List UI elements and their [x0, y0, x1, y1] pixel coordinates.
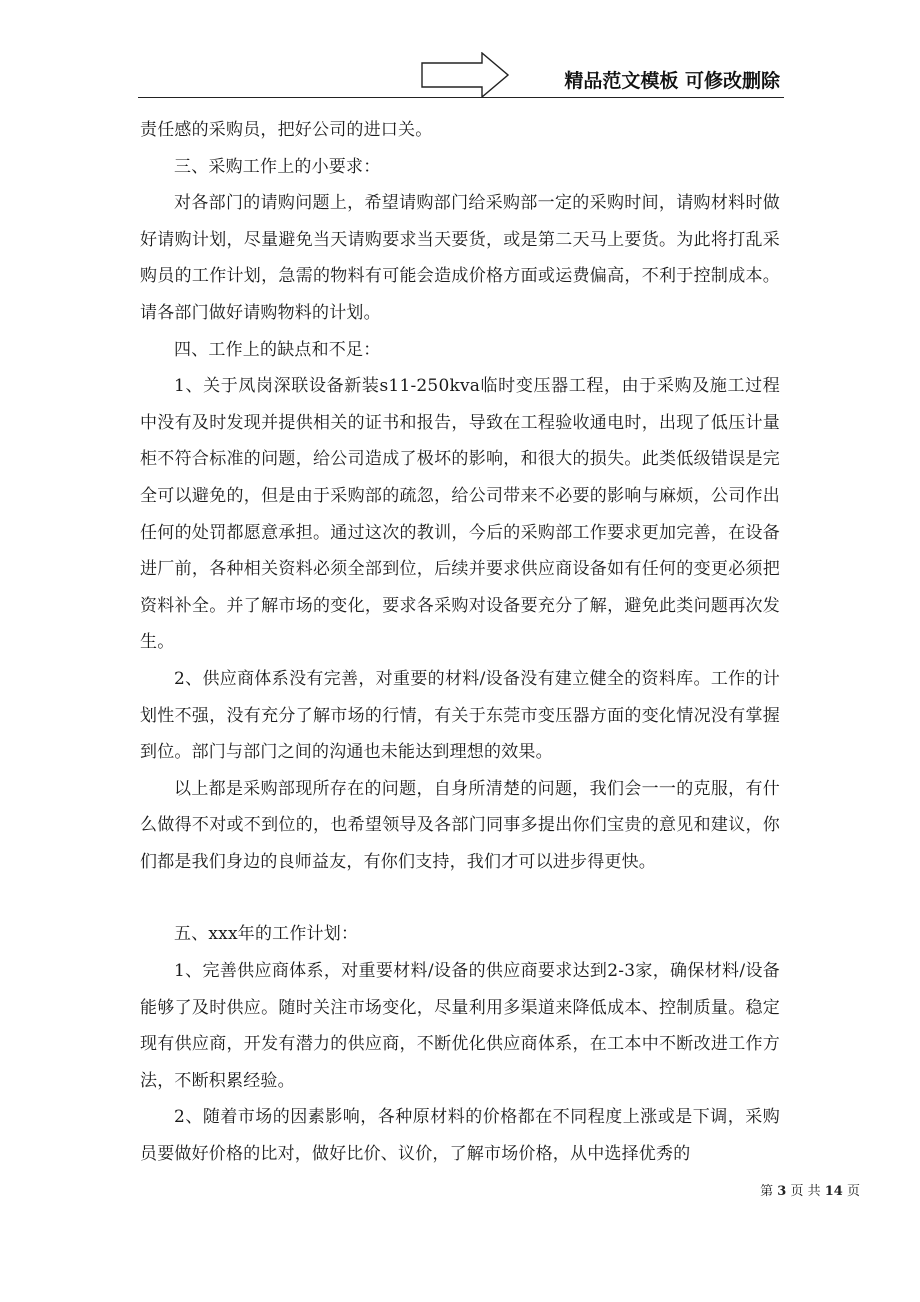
paragraph: 对各部门的请购问题上，希望请购部门给采购部一定的采购时间，请购材料时做好请购计划，尽量避免当天请购要求当天要货，或是第二天马上要货。为此将打乱采购员的工作计划，急需的物料有可能会造成价格方面或运费偏高，不利于控制成本。请各部门做好请购物料的计划。 [140, 193, 780, 323]
page-header [138, 52, 784, 100]
page-number [760, 1180, 860, 1199]
document-body [140, 112, 780, 1173]
paragraph: 责任感的采购员，把好公司的进口关。 [140, 120, 433, 140]
total-pages: 14 [824, 1184, 843, 1199]
paragraph: 1、完善供应商体系，对重要材料/设备的供应商要求达到2-3家，确保材料/设备能够了及时供应。随时关注市场变化，尽量利用多渠道来降低成本、控制质量。稳定现有供应商，开发有潜力的供应商，不断优化供应商体系，在工本中不断改进工作方法，不断积累经验。 [140, 961, 780, 1091]
header-rule [138, 97, 784, 98]
paragraph: 1、关于凤岗深联设备新装s11-250kva临时变压器工程，由于采购及施工过程中没有及时发现并提供相关的证书和报告，导致在工程验收通电时，出现了低压计量柜不符合标准的问题，给公司造成了极坏的影响，和很大的损失。此类低级错误是完全可以避免的，但是由于采购部的疏忽，给公司带来不必要的影响与麻烦，公司作出任何的处罚都愿意承担。通过这次的教训，今后的采购部工作要求更加完善，在设备进厂前，各种相关资料必须全部到位，后续并要求供应商设备如有任何的变更必须把资料补全。并了解市场的变化，要求各采购对设备要充分了解，避免此类问题再次发生。 [140, 376, 780, 653]
page-middle: 页 共 [790, 1184, 821, 1199]
page-suffix: 页 [846, 1184, 860, 1199]
paragraph: 2、随着市场的因素影响，各种原材料的价格都在不同程度上涨或是下调，采购员要做好价格的比对，做好比价、议价，了解市场价格，从中选择优秀的 [140, 1107, 780, 1165]
header-title: 精品范文模板 可修改删除 [564, 70, 780, 92]
arrow-right-icon [420, 52, 510, 98]
section-heading: 五、xxx年的工作计划： [174, 924, 359, 945]
section-heading: 三、采购工作上的小要求： [174, 156, 381, 177]
section-heading: 四、工作上的缺点和不足： [174, 339, 381, 360]
paragraph: 以上都是采购部现所存在的问题，自身所清楚的问题，我们会一一的克服，有什么做得不对或不到位的，也希望领导及各部门同事多提出你们宝贵的意见和建议，你们都是我们身边的良师益友，有你们支持，我们才可以进步得更快。 [140, 778, 780, 872]
current-page: 3 [777, 1184, 787, 1199]
page-prefix: 第 [760, 1184, 774, 1199]
paragraph: 2、供应商体系没有完善，对重要的材料/设备没有建立健全的资料库。工作的计划性不强，没有充分了解市场的行情，有关于东莞市变压器方面的变化情况没有掌握到位。部门与部门之间的沟通也未能达到理想的效果。 [140, 668, 780, 763]
